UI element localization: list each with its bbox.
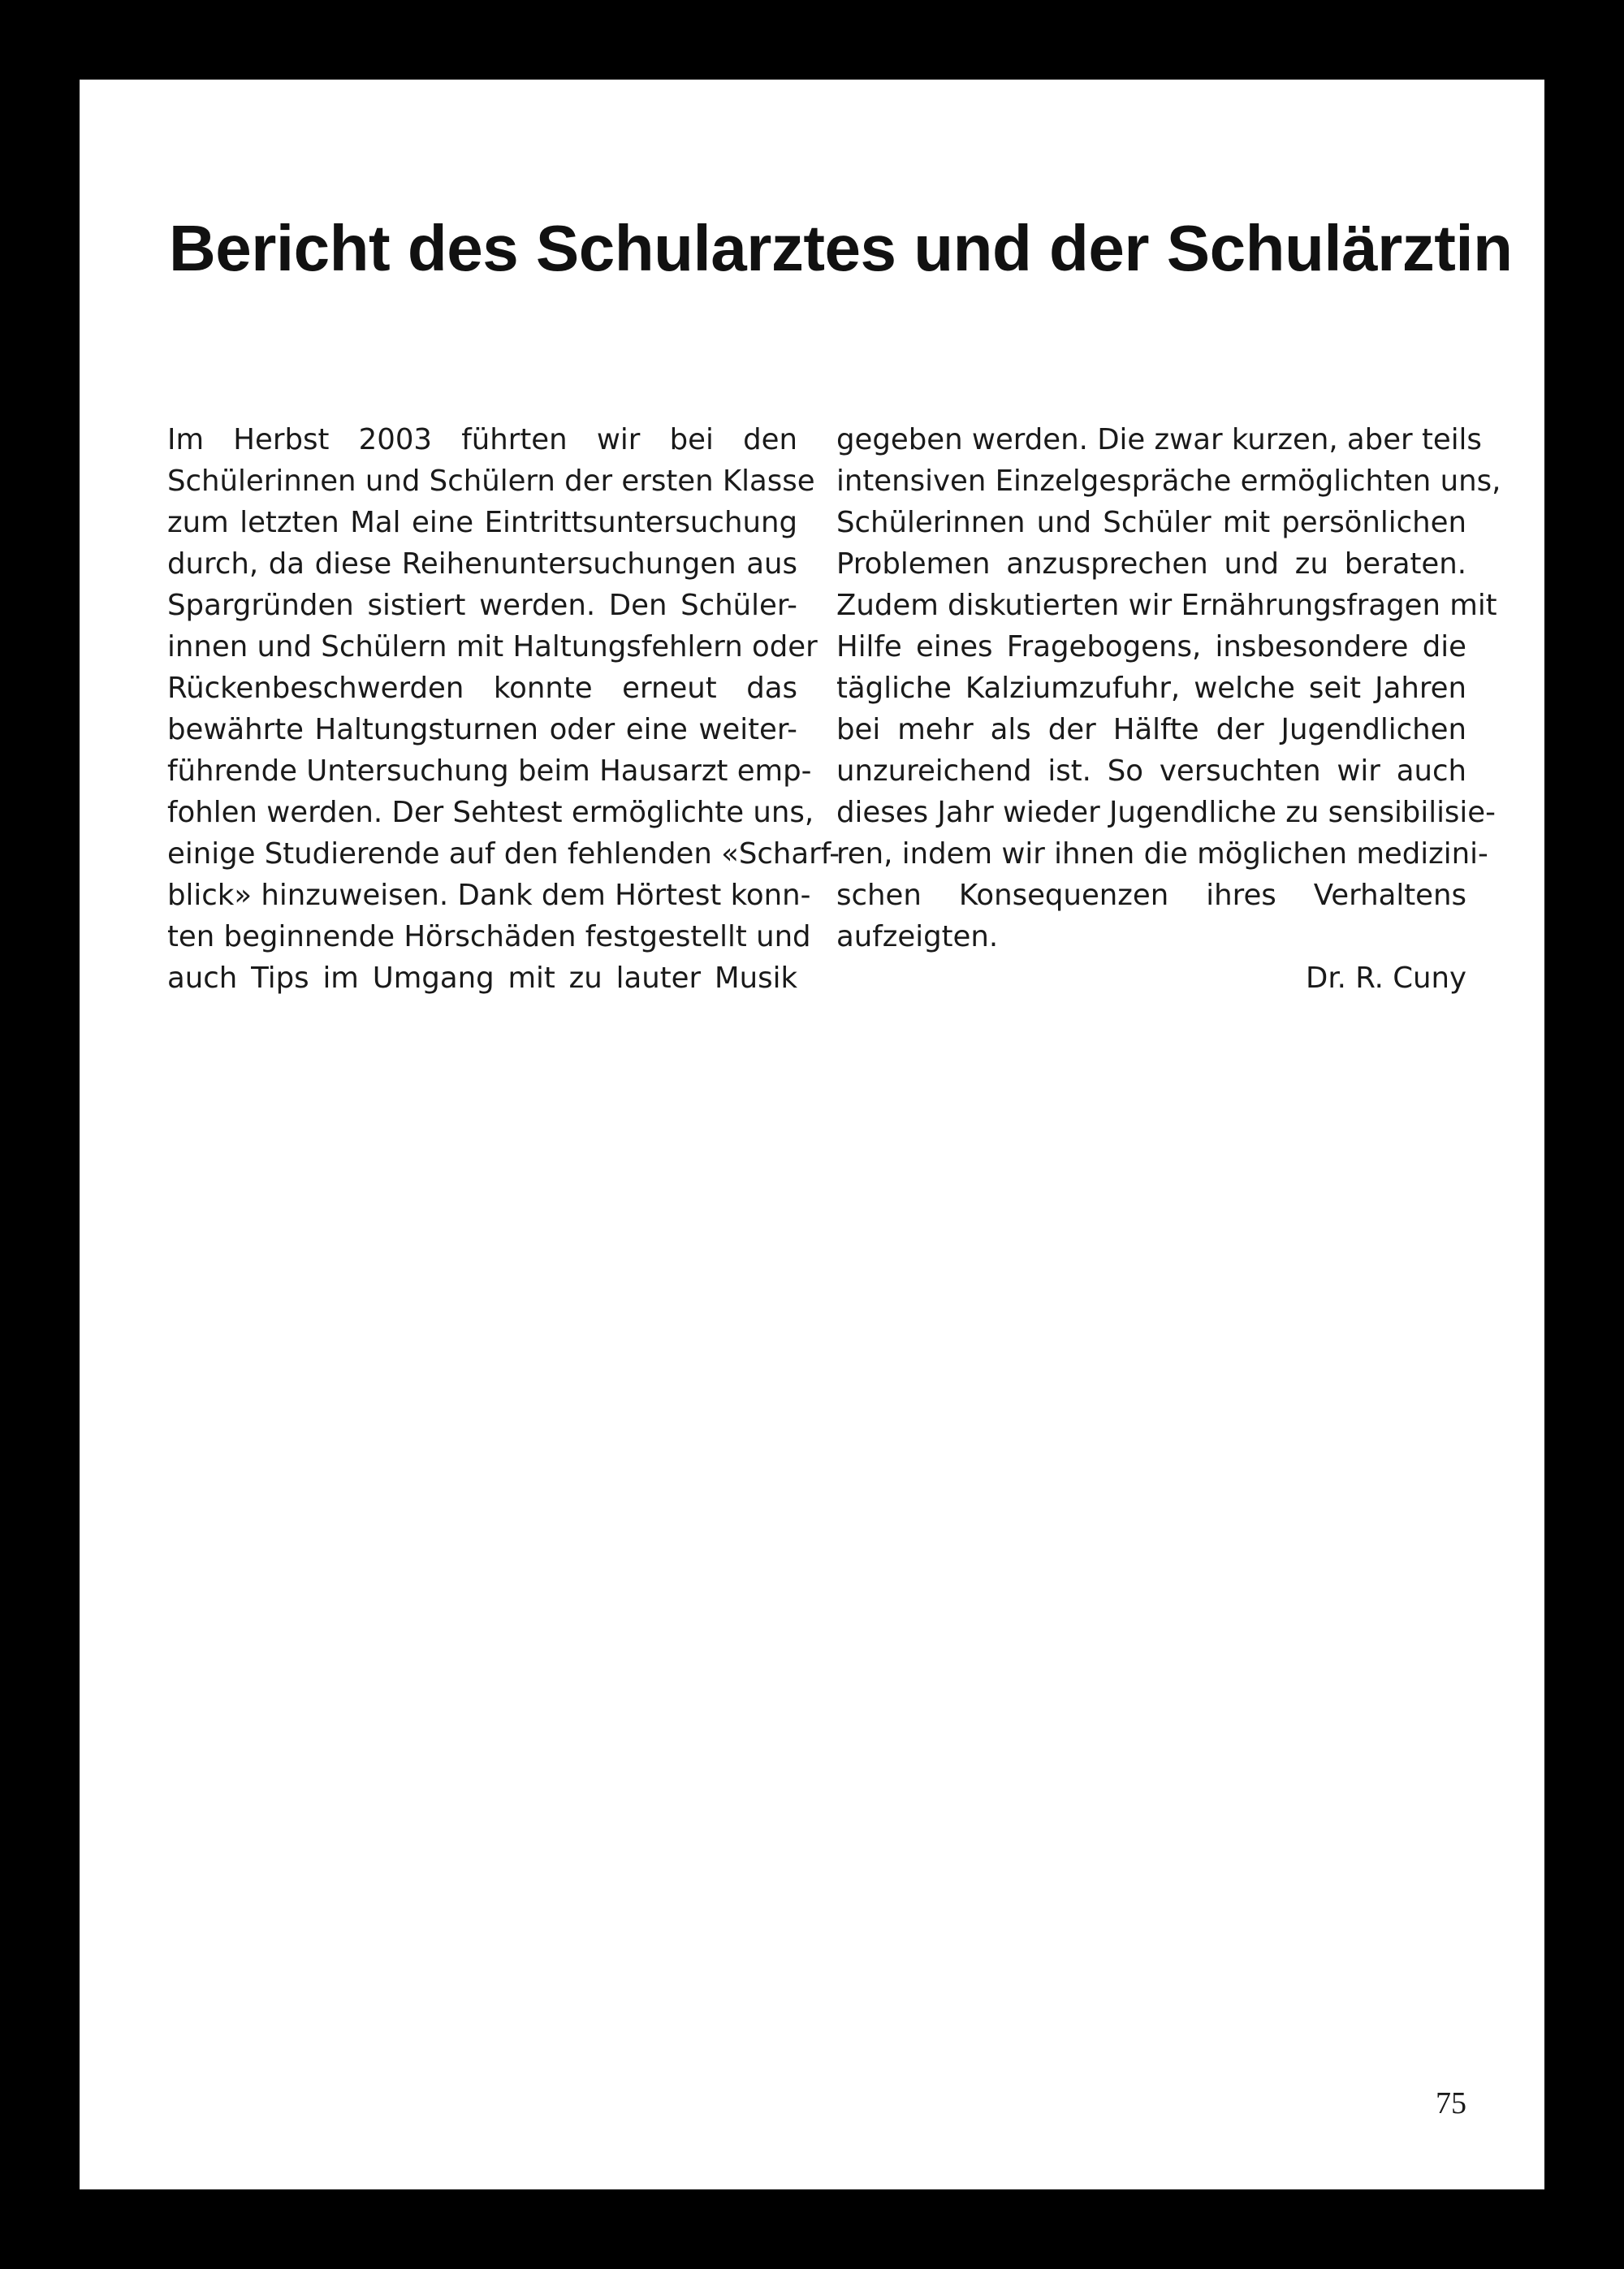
text-line: Schülerinnen und Schüler mit persönlichen bbox=[836, 506, 1466, 539]
page-number: 75 bbox=[1436, 2086, 1466, 2120]
text-line: unzureichend ist. So versuchten wir auch bbox=[836, 754, 1466, 788]
text-line: aufzeigten. bbox=[836, 920, 999, 953]
text-line: zum letzten Mal eine Eintrittsuntersuchung bbox=[167, 506, 797, 539]
text-column-left bbox=[167, 419, 840, 999]
text-line: intensiven Einzelgespräche ermöglichten uns, bbox=[836, 465, 1501, 498]
text-line: bei mehr als der Hälfte der Jugendlichen bbox=[836, 713, 1466, 746]
text-line: führende Untersuchung beim Hausarzt emp- bbox=[167, 754, 812, 788]
text-line: innen und Schülern mit Haltungsfehlern oder bbox=[167, 630, 818, 663]
text-line: durch, da diese Reihenuntersuchungen aus bbox=[167, 547, 797, 581]
text-line: Zudem diskutierten wir Ernährungsfragen mit bbox=[836, 589, 1497, 622]
text-line: dieses Jahr wieder Jugendliche zu sensibilisie- bbox=[836, 796, 1496, 829]
text-line: blick» hinzuweisen. Dank dem Hörtest konn- bbox=[167, 879, 811, 912]
text-line: ren, indem wir ihnen die möglichen medizini- bbox=[836, 837, 1488, 871]
document-title: Bericht des Schularztes und der Schulärztin bbox=[169, 212, 1513, 284]
text-line: Hilfe eines Fragebogens, insbesondere die bbox=[836, 630, 1466, 663]
document-page bbox=[80, 80, 1544, 2189]
text-line: schen Konsequenzen ihres Verhaltens bbox=[836, 879, 1466, 912]
text-column-right bbox=[836, 419, 1501, 999]
text-line: Rückenbeschwerden konnte erneut das bbox=[167, 672, 797, 705]
text-line: auch Tips im Umgang mit zu lauter Musik bbox=[167, 962, 797, 995]
text-line: Schülerinnen und Schülern der ersten Klasse bbox=[167, 465, 815, 498]
text-line: Im Herbst 2003 führten wir bei den bbox=[167, 423, 797, 456]
author-signature: Dr. R. Cuny bbox=[1305, 962, 1466, 995]
text-line: Spargründen sistiert werden. Den Schüler- bbox=[167, 589, 797, 622]
text-line: fohlen werden. Der Sehtest ermöglichte uns, bbox=[167, 796, 814, 829]
text-line: ten beginnende Hörschäden festgestellt und bbox=[167, 920, 811, 953]
text-line: bewährte Haltungsturnen oder eine weiter- bbox=[167, 713, 797, 746]
text-line: tägliche Kalziumzufuhr, welche seit Jahren bbox=[836, 672, 1466, 705]
text-line: Problemen anzusprechen und zu beraten. bbox=[836, 547, 1466, 581]
text-line: gegeben werden. Die zwar kurzen, aber teils bbox=[836, 423, 1482, 456]
text-line: einige Studierende auf den fehlenden «Scharf- bbox=[167, 837, 840, 871]
